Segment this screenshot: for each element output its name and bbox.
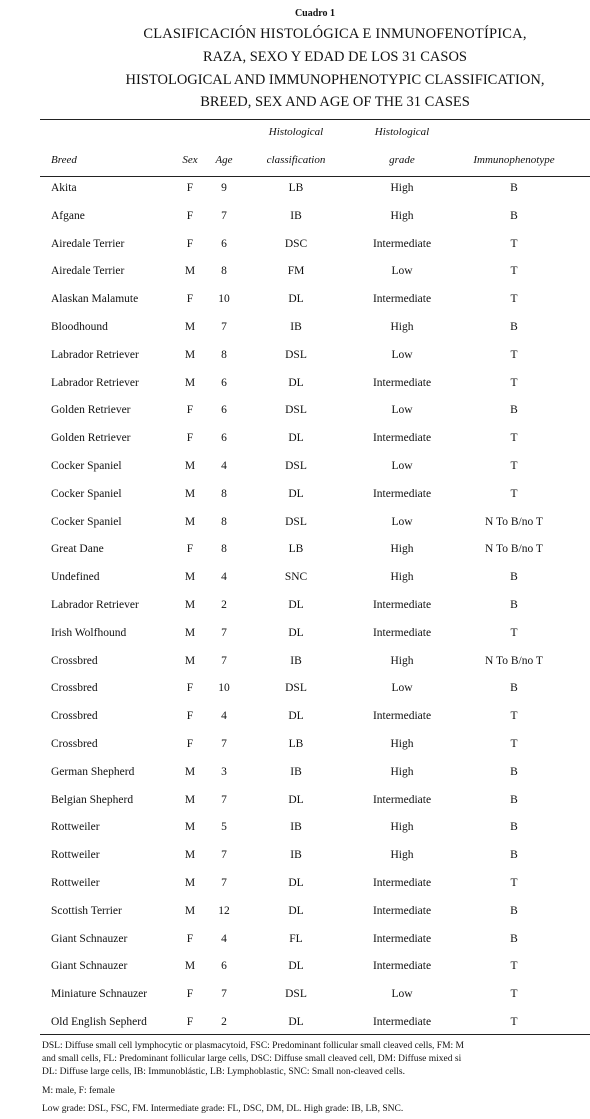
cell-breed: Crossbred — [51, 654, 98, 667]
cell-immunophenotype: T — [510, 877, 518, 889]
table-row — [0, 425, 590, 452]
cell-immunophenotype: N To B/no T — [485, 654, 543, 667]
table-row — [0, 564, 590, 591]
cell-histological-classification: DSL — [285, 515, 307, 528]
table-row — [0, 870, 590, 897]
header-sex: Sex — [182, 154, 198, 166]
cell-sex: F — [186, 932, 194, 945]
cell-immunophenotype: T — [510, 376, 518, 389]
cell-age: 8 — [221, 348, 227, 361]
cell-immunophenotype: T — [510, 237, 518, 250]
cell-age: 8 — [221, 515, 227, 528]
table-row — [0, 731, 590, 758]
cell-histological-grade: Low — [391, 404, 413, 417]
cell-breed: Golden Retriever — [51, 432, 131, 445]
table-row — [0, 231, 590, 258]
title-english-line-1: HISTOLOGICAL AND IMMUNOPHENOTYPIC CLASSIFICATION, — [125, 72, 545, 88]
table-row — [0, 397, 590, 424]
cell-age: 4 — [221, 571, 227, 584]
cell-immunophenotype: B — [510, 932, 518, 945]
cell-sex: F — [186, 209, 194, 222]
cell-age: 10 — [218, 682, 230, 695]
cell-histological-grade: Low — [391, 988, 413, 1001]
cell-breed: Giant Schnauzer — [51, 932, 128, 945]
cell-immunophenotype: B — [510, 404, 518, 417]
cell-immunophenotype: N To B/no T — [485, 515, 543, 528]
cell-immunophenotype: N To B/no T — [485, 543, 543, 556]
cell-histological-classification: DSL — [285, 460, 307, 472]
cell-histological-classification: IB — [290, 821, 302, 834]
cell-histological-grade: Intermediate — [372, 432, 432, 445]
cell-histological-classification: SNC — [284, 571, 308, 584]
cell-histological-grade: High — [390, 765, 414, 778]
cell-age: 12 — [218, 904, 230, 917]
table-row — [0, 370, 590, 397]
table-row — [0, 926, 590, 953]
cell-breed: Irish Wolfhound — [51, 626, 127, 639]
cell-histological-grade: High — [390, 849, 414, 862]
cell-age: 10 — [218, 293, 230, 306]
cell-breed: Cocker Spaniel — [51, 487, 122, 500]
cell-immunophenotype: T — [510, 960, 518, 973]
table-row — [0, 203, 590, 230]
cell-breed: Old English Sepherd — [51, 1016, 147, 1028]
header-histological-grade-bottom: grade — [389, 154, 415, 166]
title-spanish-line-1: CLASIFICACIÓN HISTOLÓGICA E INMUNOFENOTÍPICA, — [143, 26, 527, 42]
cell-histological-grade: High — [390, 321, 414, 333]
cell-age: 5 — [221, 821, 227, 834]
cell-age: 7 — [221, 988, 227, 1001]
cell-immunophenotype: T — [510, 1016, 518, 1028]
cell-age: 6 — [221, 432, 227, 445]
cell-sex: M — [184, 571, 196, 584]
cell-breed: Airedale Terrier — [51, 265, 125, 278]
cell-histological-grade: Intermediate — [372, 793, 432, 806]
table-row — [0, 342, 590, 369]
header-histological-classification-top: Histological — [268, 126, 324, 138]
cell-breed: Akita — [51, 182, 77, 194]
cell-age: 7 — [221, 321, 227, 333]
cell-age: 7 — [221, 849, 227, 862]
cell-sex: M — [184, 821, 196, 834]
cell-histological-classification: DL — [288, 960, 304, 973]
cell-histological-grade: Intermediate — [372, 1016, 432, 1028]
cell-age: 6 — [221, 404, 227, 417]
cell-sex: M — [184, 960, 196, 973]
header-age: Age — [215, 154, 233, 166]
cell-breed: Crossbred — [51, 710, 98, 723]
table-row — [0, 286, 590, 313]
table-row — [0, 175, 590, 202]
cell-histological-classification: IB — [290, 849, 302, 862]
cell-immunophenotype: B — [510, 209, 518, 222]
cell-age: 2 — [221, 599, 227, 611]
cell-sex: M — [184, 793, 196, 806]
table-row — [0, 759, 590, 786]
cell-sex: F — [186, 293, 194, 306]
cell-breed: Bloodhound — [51, 321, 108, 333]
cell-histological-grade: High — [390, 182, 414, 194]
cell-histological-grade: Intermediate — [372, 932, 432, 945]
cell-histological-classification: DL — [288, 432, 304, 445]
cell-immunophenotype: T — [510, 626, 518, 639]
cell-histological-grade: Intermediate — [372, 877, 432, 889]
cell-breed: Cocker Spaniel — [51, 515, 122, 528]
cell-sex: F — [186, 182, 194, 194]
cell-histological-classification: DL — [288, 626, 304, 639]
table-bottom-rule — [40, 1034, 590, 1035]
cell-breed: Labrador Retriever — [51, 376, 139, 389]
cell-histological-grade: Low — [391, 460, 413, 472]
cell-sex: F — [186, 738, 194, 750]
cell-breed: Crossbred — [51, 738, 98, 750]
header-histological-grade-top: Histological — [374, 126, 430, 138]
cell-breed: Labrador Retriever — [51, 348, 139, 361]
table-row — [0, 898, 590, 925]
cell-histological-grade: High — [390, 543, 414, 556]
cell-histological-grade: Intermediate — [372, 237, 432, 250]
cell-age: 6 — [221, 960, 227, 973]
cell-age: 7 — [221, 793, 227, 806]
table-row — [0, 814, 590, 841]
cell-immunophenotype: B — [510, 793, 518, 806]
cell-breed: Labrador Retriever — [51, 599, 139, 611]
cell-immunophenotype: B — [510, 321, 518, 333]
cell-histological-classification: LB — [288, 182, 304, 194]
cell-immunophenotype: T — [510, 988, 518, 1001]
cell-histological-grade: Intermediate — [372, 599, 432, 611]
cell-breed: Afgane — [51, 209, 85, 222]
cell-age: 6 — [221, 237, 227, 250]
cell-histological-grade: Intermediate — [372, 960, 432, 973]
cell-histological-classification: DL — [288, 293, 304, 306]
cell-histological-grade: High — [390, 571, 414, 584]
cell-sex: M — [184, 265, 196, 278]
table-row — [0, 536, 590, 563]
table-row — [0, 1009, 590, 1036]
cell-age: 6 — [221, 376, 227, 389]
cell-histological-classification: DL — [288, 877, 304, 889]
title-spanish-line-2: RAZA, SEXO Y EDAD DE LOS 31 CASOS — [203, 49, 467, 65]
header-histological-classification-bottom: classification — [266, 154, 326, 166]
cell-breed: Golden Retriever — [51, 404, 131, 417]
cell-histological-classification: DSL — [285, 682, 307, 695]
table-row — [0, 953, 590, 980]
cell-breed: Undefined — [51, 571, 100, 584]
cell-sex: M — [184, 487, 196, 500]
header-breed: Breed — [51, 154, 77, 166]
cell-histological-classification: DL — [288, 793, 304, 806]
cell-histological-classification: DL — [288, 376, 304, 389]
cell-histological-grade: High — [390, 821, 414, 834]
cell-sex: F — [186, 710, 194, 723]
cell-breed: Giant Schnauzer — [51, 960, 128, 973]
cell-immunophenotype: T — [510, 710, 518, 723]
cell-age: 8 — [221, 487, 227, 500]
table-row — [0, 314, 590, 341]
cell-histological-grade: Low — [391, 265, 413, 278]
cell-histological-classification: IB — [290, 765, 302, 778]
cell-sex: M — [184, 348, 196, 361]
cell-histological-grade: Low — [391, 348, 413, 361]
cell-immunophenotype: B — [510, 599, 518, 611]
table-row — [0, 787, 590, 814]
cell-breed: Rottweiler — [51, 821, 100, 834]
cell-histological-grade: Intermediate — [372, 626, 432, 639]
cell-age: 4 — [221, 932, 227, 945]
cell-histological-classification: LB — [288, 738, 304, 750]
cell-histological-classification: IB — [290, 209, 302, 222]
cell-immunophenotype: T — [510, 293, 518, 306]
cell-histological-classification: DSL — [285, 348, 307, 361]
cell-sex: M — [184, 765, 196, 778]
cell-breed: German Shepherd — [51, 765, 135, 778]
title-english-line-2: BREED, SEX AND AGE OF THE 31 CASES — [200, 94, 470, 110]
cell-sex: F — [186, 988, 194, 1001]
cell-immunophenotype: B — [510, 182, 518, 194]
cell-sex: F — [186, 682, 194, 695]
cell-age: 7 — [221, 738, 227, 750]
cell-histological-classification: LB — [288, 543, 304, 556]
cell-breed: Belgian Shepherd — [51, 793, 134, 806]
cell-histological-grade: Low — [391, 515, 413, 528]
cell-age: 7 — [221, 626, 227, 639]
cell-histological-classification: DSL — [285, 988, 307, 1001]
table-row — [0, 481, 590, 508]
cell-age: 7 — [221, 877, 227, 889]
cell-histological-classification: DL — [288, 487, 304, 500]
cell-age: 4 — [221, 460, 227, 472]
cell-breed: Great Dane — [51, 543, 104, 556]
cell-immunophenotype: B — [510, 571, 518, 584]
cell-sex: F — [186, 404, 194, 417]
cell-sex: M — [184, 599, 196, 611]
cell-breed: Scottish Terrier — [51, 904, 122, 917]
table-row — [0, 509, 590, 536]
cell-breed: Alaskan Malamute — [51, 293, 139, 306]
cell-histological-grade: Intermediate — [372, 904, 432, 917]
table-row — [0, 620, 590, 647]
cell-sex: F — [186, 237, 194, 250]
table-row — [0, 675, 590, 702]
cell-histological-classification: DL — [288, 1016, 304, 1028]
cell-histological-grade: Intermediate — [372, 376, 432, 389]
cell-histological-classification: DSC — [284, 237, 308, 250]
cell-histological-grade: Intermediate — [372, 710, 432, 723]
cell-age: 7 — [221, 654, 227, 667]
cell-histological-classification: DSL — [285, 404, 307, 417]
cell-sex: M — [184, 321, 196, 333]
footnote-abbreviations-line-3: DL: Diffuse large cells, IB: Immunoblástic, LB: Lymphoblastic, SNC: Small non-cleaved cells. — [42, 1067, 405, 1077]
cell-breed: Cocker Spaniel — [51, 460, 122, 472]
cell-immunophenotype: T — [510, 460, 518, 472]
cell-age: 3 — [221, 765, 227, 778]
cell-age: 4 — [221, 710, 227, 723]
cell-age: 9 — [221, 182, 227, 194]
cell-immunophenotype: B — [510, 821, 518, 834]
table-row — [0, 258, 590, 285]
cell-histological-grade: Intermediate — [372, 293, 432, 306]
cell-breed: Airedale Terrier — [51, 237, 125, 250]
cell-immunophenotype: T — [510, 487, 518, 500]
table-row — [0, 842, 590, 869]
table-caption-label: Cuadro 1 — [294, 8, 336, 19]
cell-immunophenotype: B — [510, 765, 518, 778]
cell-age: 7 — [221, 209, 227, 222]
cell-histological-grade: High — [390, 209, 414, 222]
table-row — [0, 648, 590, 675]
cell-sex: M — [184, 376, 196, 389]
cell-breed: Miniature Schnauzer — [51, 988, 148, 1001]
cell-age: 8 — [221, 265, 227, 278]
table-row — [0, 453, 590, 480]
table-row — [0, 703, 590, 730]
cell-breed: Rottweiler — [51, 849, 100, 862]
cell-histological-classification: IB — [290, 321, 302, 333]
cell-sex: F — [186, 543, 194, 556]
cell-sex: M — [184, 460, 196, 472]
footnote-sex-key: M: male, F: female — [42, 1086, 115, 1096]
cell-breed: Rottweiler — [51, 877, 100, 889]
table-row — [0, 592, 590, 619]
cell-age: 2 — [221, 1016, 227, 1028]
cell-histological-grade: High — [390, 654, 414, 667]
cell-immunophenotype: T — [510, 738, 518, 750]
cell-age: 8 — [221, 543, 227, 556]
cell-histological-classification: DL — [288, 599, 304, 611]
cell-immunophenotype: B — [510, 904, 518, 917]
cell-immunophenotype: T — [510, 348, 518, 361]
header-immunophenotype: Immunophenotype — [473, 154, 555, 166]
cell-immunophenotype: T — [510, 432, 518, 445]
cell-sex: M — [184, 849, 196, 862]
cell-histological-grade: Intermediate — [372, 487, 432, 500]
cell-sex: M — [184, 515, 196, 528]
cell-sex: F — [186, 432, 194, 445]
cell-histological-grade: High — [390, 738, 414, 750]
footnote-abbreviations-line-2: and small cells, FL: Predominant follicular large cells, DSC: Diffuse small cleaved cell, DM: Diffuse mixed si — [42, 1054, 462, 1064]
cell-sex: M — [184, 877, 196, 889]
cell-immunophenotype: B — [510, 849, 518, 862]
cell-sex: M — [184, 654, 196, 667]
cell-immunophenotype: B — [510, 682, 518, 695]
cell-sex: M — [184, 626, 196, 639]
footnote-abbreviations-line-1: DSL: Diffuse small cell lymphocytic or plasmacytoid, FSC: Predominant follicular small cleaved cells, FM: M — [42, 1041, 464, 1051]
cell-sex: F — [186, 1016, 194, 1028]
table-row — [0, 981, 590, 1008]
cell-sex: M — [184, 904, 196, 917]
cell-breed: Crossbred — [51, 682, 98, 695]
cell-histological-grade: Low — [391, 682, 413, 695]
cell-histological-classification: FL — [289, 932, 303, 945]
cell-immunophenotype: T — [510, 265, 518, 278]
cell-histological-classification: IB — [290, 654, 302, 667]
cell-histological-classification: DL — [288, 710, 304, 723]
footnote-grade-key: Low grade: DSL, FSC, FM. Intermediate grade: FL, DSC, DM, DL. High grade: IB, LB, SNC. — [42, 1104, 404, 1114]
cell-histological-classification: DL — [288, 904, 304, 917]
cell-histological-classification: FM — [287, 265, 305, 278]
